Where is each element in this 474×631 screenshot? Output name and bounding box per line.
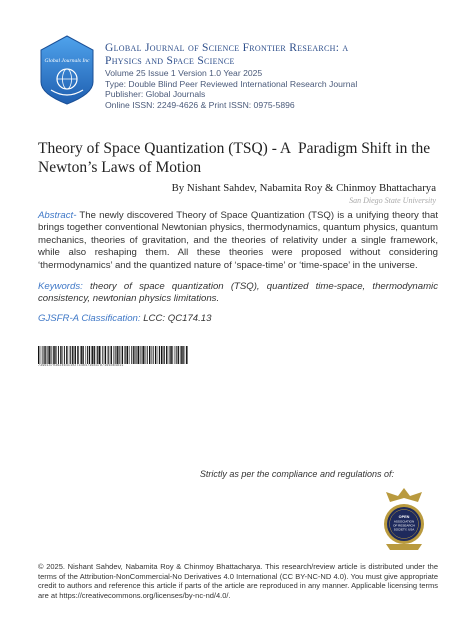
barcode-bar bbox=[97, 346, 98, 364]
paper-title-line2: Newton’s Laws of Motion bbox=[38, 159, 202, 176]
journal-issn: Online ISSN: 2249-4626 & Print ISSN: 0975-5896 bbox=[105, 99, 295, 110]
journal-logo-icon bbox=[38, 34, 96, 106]
seal-line1: OPEN bbox=[398, 515, 410, 519]
classification-label: GJSFR-A Classification: bbox=[38, 313, 141, 324]
classification bbox=[38, 313, 438, 325]
barcode-bar bbox=[87, 346, 88, 364]
barcode-bar bbox=[64, 346, 65, 364]
barcode-bar bbox=[138, 346, 139, 364]
barcode-bar bbox=[115, 346, 116, 364]
barcode-bar bbox=[102, 346, 103, 364]
barcode-bar bbox=[69, 346, 70, 364]
barcode-bar bbox=[185, 346, 186, 364]
abstract-text: The newly discovered Theory of Space Quantization (TSQ) is a unifying theory that brings together conventional Newtonian physics, thermodynamics, quantum physics, quantum mechanics, theories of gravitation, and the theories of relativity under a single framework, while also reshaping them. All these theories were proposed without considering ‘thermodynamics’ and the quantized nature of ‘space-time’ or ‘time-space’ in the universe. bbox=[38, 210, 438, 271]
barcode-bar bbox=[66, 346, 67, 364]
barcode-bar bbox=[166, 346, 167, 364]
barcode-bar bbox=[136, 346, 137, 364]
barcode-bar bbox=[149, 346, 150, 364]
barcode-bar bbox=[161, 346, 162, 364]
barcode-bar bbox=[72, 346, 73, 364]
barcode-bar bbox=[47, 346, 48, 364]
barcode-bar bbox=[171, 346, 172, 364]
barcode-bar bbox=[99, 346, 100, 364]
barcode-bar bbox=[51, 346, 52, 364]
barcode-bar bbox=[181, 346, 182, 364]
barcode-bar bbox=[159, 346, 160, 364]
keywords bbox=[38, 281, 438, 306]
barcode-bar bbox=[81, 346, 82, 364]
barcode-bar bbox=[125, 346, 126, 364]
seal-line4: SOCIETY, USA bbox=[393, 527, 415, 532]
barcode-bar bbox=[187, 346, 188, 364]
barcode-bar bbox=[43, 346, 44, 364]
barcode-bar bbox=[155, 346, 156, 364]
barcode-bar bbox=[140, 346, 141, 364]
barcode-bar bbox=[135, 346, 136, 364]
paper-title bbox=[38, 139, 438, 177]
barcode-bar bbox=[145, 346, 146, 364]
barcode-bar bbox=[113, 346, 114, 364]
barcode-bar bbox=[131, 346, 132, 364]
seal-line2: ASSOCIATION bbox=[393, 519, 415, 524]
barcode-bar bbox=[107, 346, 108, 364]
barcode-bar bbox=[170, 346, 171, 364]
barcode-bar bbox=[74, 346, 75, 364]
barcode-bar bbox=[44, 346, 45, 364]
abstract bbox=[38, 210, 438, 272]
barcode-bar bbox=[77, 346, 78, 364]
abstract-label: Abstract- bbox=[38, 210, 77, 221]
journal-volume: Volume 25 Issue 1 Version 1.0 Year 2025 bbox=[105, 68, 263, 78]
journal-title-line1: Global Journal of Science Frontier Research: a bbox=[105, 42, 349, 54]
barcode-bar bbox=[91, 346, 92, 364]
barcode-bar bbox=[164, 346, 165, 364]
barcode-bar bbox=[41, 346, 42, 364]
barcode-bar bbox=[118, 346, 119, 364]
barcode-bar bbox=[92, 346, 93, 364]
barcode-digits: 7396147036246411027346471683787166464811 bbox=[38, 364, 124, 368]
barcode-bar bbox=[60, 346, 61, 364]
barcode-bar bbox=[147, 346, 148, 364]
research-society-seal bbox=[378, 486, 430, 554]
barcode-bar bbox=[186, 346, 187, 364]
barcode-bar bbox=[63, 346, 64, 364]
paper-title-line1: Theory of Space Quantization (TSQ) - A Paradigm Shift in the bbox=[38, 140, 431, 157]
barcode-bar bbox=[178, 346, 179, 364]
barcode-bar bbox=[133, 346, 134, 364]
barcode-bar bbox=[101, 346, 102, 364]
barcode-bar bbox=[48, 346, 49, 364]
keywords-text: theory of space quantization (TSQ), quantized time-space, thermodynamic consistency, newtonian physics limitations. bbox=[38, 281, 438, 305]
barcode-bar bbox=[85, 346, 86, 364]
barcode-bar bbox=[80, 346, 81, 364]
barcode-bar bbox=[53, 346, 54, 364]
barcode-bar bbox=[124, 346, 125, 364]
barcode-bar bbox=[105, 346, 106, 364]
keywords-label: Keywords: bbox=[38, 281, 83, 292]
barcode-bar bbox=[119, 346, 120, 364]
barcode-bar bbox=[38, 346, 39, 364]
barcode-bar bbox=[130, 346, 131, 364]
barcode-bar bbox=[143, 346, 144, 364]
classification-text: LCC: QC174.13 bbox=[140, 313, 212, 324]
paper-authors: By Nishant Sahdev, Nabamita Roy & Chinmoy Bhattacharya bbox=[171, 182, 436, 194]
barcode-bar bbox=[122, 346, 123, 364]
barcode-bar bbox=[58, 346, 59, 364]
barcode-bar bbox=[182, 346, 183, 364]
barcode-bar bbox=[153, 346, 154, 364]
barcode-bar bbox=[96, 346, 97, 364]
barcode-bar bbox=[174, 346, 175, 364]
journal-publisher: Publisher: Global Journals bbox=[105, 89, 206, 100]
paper-affiliation: San Diego State University bbox=[349, 196, 436, 205]
barcode-bar bbox=[54, 346, 55, 364]
barcode-bar bbox=[111, 346, 112, 364]
license-footer: © 2025. Nishant Sahdev, Nabamita Roy & Chinmoy Bhattacharya. This research/review article is distributed under the terms of the Attribution-NonCommercial-No Derivatives 4.0 International (CC BY-NC-ND 4.0). You must give appropriate credit to authors and reference this article if parts of the article are reproduced in any manner. Applicable licensing terms are at https://creativecommons.org/licenses/by-nc-nd/4.0/. bbox=[38, 562, 438, 600]
barcode-bar bbox=[158, 346, 159, 364]
barcode-bar bbox=[180, 346, 181, 364]
compliance-text: Strictly as per the compliance and regulations of: bbox=[199, 469, 394, 479]
barcode-bar bbox=[163, 346, 164, 364]
barcode-bar bbox=[56, 346, 57, 364]
seal-icon bbox=[378, 486, 430, 554]
journal-header bbox=[105, 42, 445, 110]
barcode-bar bbox=[82, 346, 83, 364]
barcode-icon bbox=[38, 346, 188, 364]
barcode-bar bbox=[70, 346, 71, 364]
seal-line3: OF RESEARCH bbox=[393, 523, 415, 528]
barcode-bar bbox=[176, 346, 177, 364]
barcode-bar bbox=[49, 346, 50, 364]
barcode-bar bbox=[117, 346, 118, 364]
barcode-bar bbox=[75, 346, 76, 364]
barcode-bar bbox=[108, 346, 109, 364]
barcode-bar bbox=[151, 346, 152, 364]
logo-text: Global Journals Inc bbox=[44, 58, 90, 64]
journal-title-line2: Physics and Space Science bbox=[105, 55, 235, 67]
barcode-bar bbox=[94, 346, 95, 364]
journal-type: Type: Double Blind Peer Reviewed International Research Journal bbox=[105, 78, 358, 89]
journal-logo bbox=[38, 34, 96, 106]
barcode-bar bbox=[142, 346, 143, 364]
barcode-bar bbox=[89, 346, 90, 364]
barcode-bar bbox=[127, 346, 128, 364]
barcode-bar bbox=[169, 346, 170, 364]
